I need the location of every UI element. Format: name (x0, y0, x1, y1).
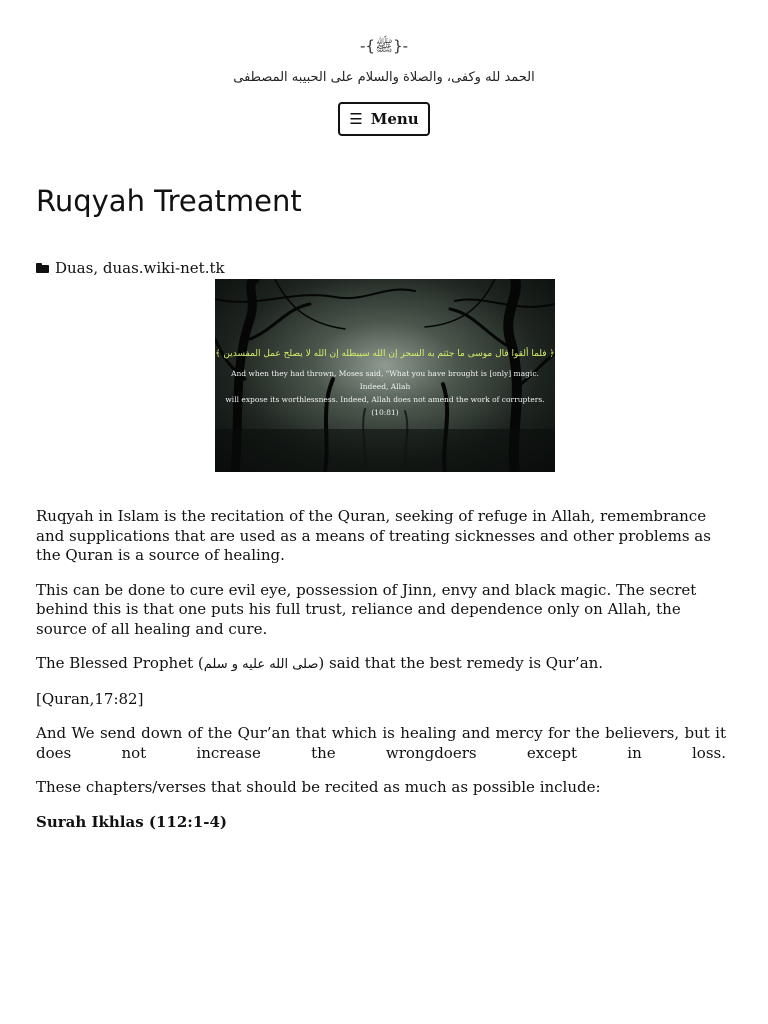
quran-reference: [Quran,17:82] (36, 689, 144, 708)
article-body (36, 507, 726, 847)
menu-button[interactable] (338, 102, 430, 136)
post-categories (36, 258, 726, 278)
folder-icon (36, 263, 49, 273)
image-english-line-1: And when they had thrown, Moses said, "What you have brought is [only] magic. Indeed, Allah (231, 369, 539, 391)
category-link[interactable]: Duas, duas.wiki-net.tk (55, 259, 225, 277)
prophet-text-after: ) said that the best remedy is Qur’an. (318, 654, 604, 672)
quran-verse: And We send down of the Qur’an that which is healing and mercy for the believers, but it does not increase the wrongdoers except in loss. (36, 724, 726, 762)
surah-ikhlas-heading: Surah Ikhlas (112:1-4) (36, 812, 228, 831)
site-logo[interactable]: -{ﷺ}- (359, 37, 409, 55)
salawat-arabic: صلى الله عليه و سلم (203, 657, 319, 672)
paragraph-intro: Ruqyah in Islam is the recitation of the Quran, seeking of refuge in Allah, remembrance and supplications that are used as a means of treating sicknesses and other problems as the Quran is a source of healing. (36, 507, 711, 564)
image-english-caption (225, 367, 545, 419)
paragraph-prophet (36, 654, 726, 675)
page-title: Ruqyah Treatment (36, 184, 302, 218)
paragraph-chapters: These chapters/verses that should be recited as much as possible include: (36, 778, 601, 796)
hamburger-icon: ☰ (349, 110, 363, 128)
site-header (0, 0, 768, 136)
image-arabic-caption: ﴿ فلما ألقوا قال موسى ما جئتم به السحر إن الله سيبطله إن الله لا يصلح عمل المفسدين ﴾ (215, 349, 555, 359)
featured-image (215, 279, 555, 472)
paragraph-uses: This can be done to cure evil eye, possession of Jinn, envy and black magic. The secret behind this is that one puts his full trust, reliance and dependence only on Allah, the source of all healing and cure. (36, 580, 697, 638)
prophet-text-before: The Blessed Prophet ( (36, 654, 204, 672)
article (36, 180, 726, 831)
site-tagline: الحمد لله وكفى، والصلاة والسلام على الحبيبه المصطفى (233, 70, 535, 85)
menu-label: Menu (370, 110, 419, 128)
image-english-line-2: will expose its worthlessness. Indeed, Allah does not amend the work of corrupters. (10:81) (225, 395, 545, 417)
